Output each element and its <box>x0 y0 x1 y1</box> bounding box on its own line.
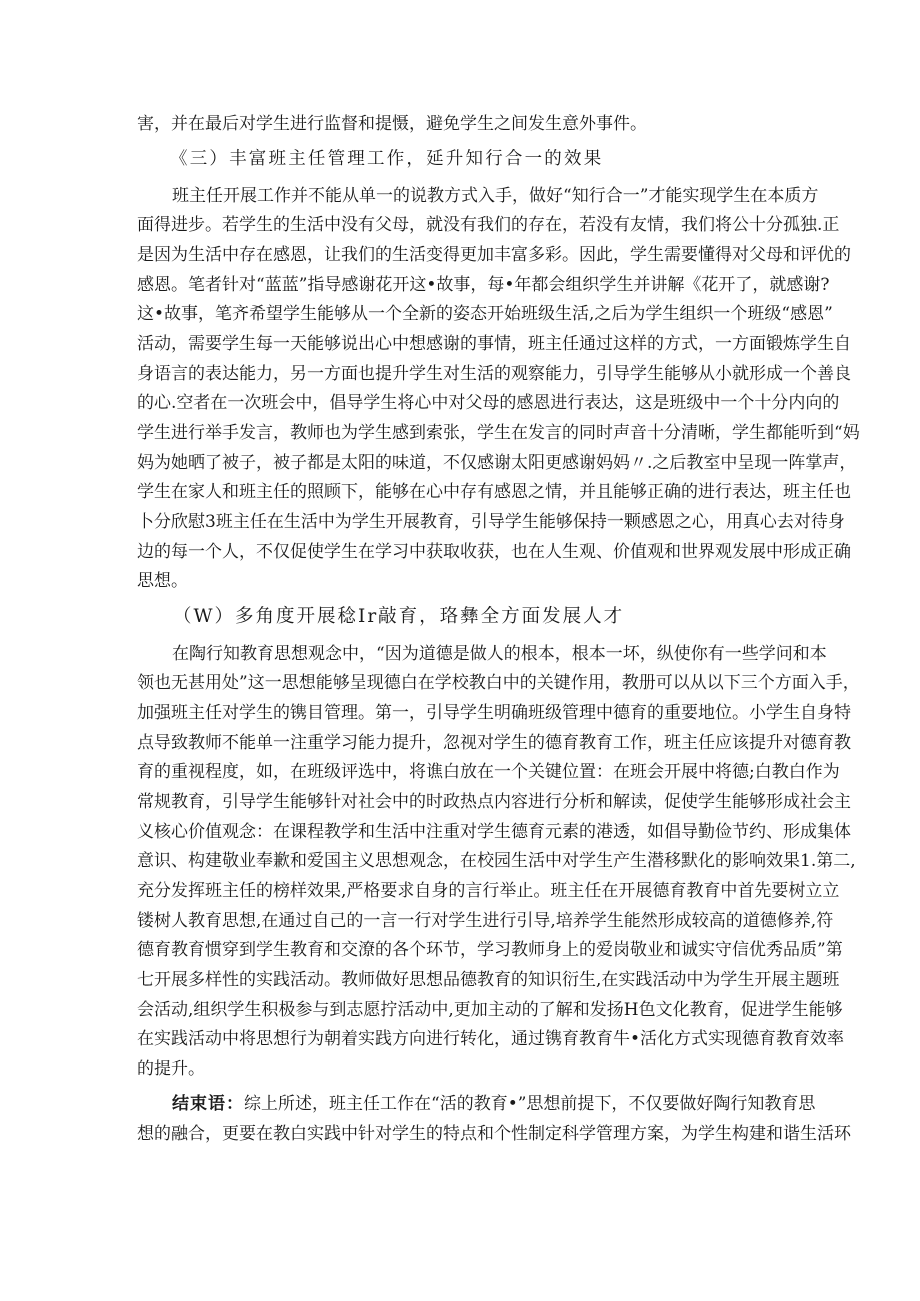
paragraph-line: 镂树人教育思想,在通过自己的一言一行对学生进行引导,培养学生能然形成较高的道德修养,符 <box>137 911 834 931</box>
paragraph-line: 在实践活动中将思想行为朝着实践方向进行转化，通过镌育教育牛•活化方式实现德育教育效率 <box>137 1029 845 1049</box>
section-heading-4: （W）多角度开展稔Ir敲育，珞彝全方面发展人才 <box>173 606 625 627</box>
paragraph-line: 卜分欣慰3班主任在生活中为学生开展教育，引导学生能够保持一颗感恩之心，用真心去对待身 <box>137 512 845 532</box>
paragraph-line: 在陶行知教育思想观念中，“因为道德是做人的根本，根本一坏，纵使你有一些学问和本 <box>172 644 827 664</box>
conclusion-label: 结束语： <box>172 1094 244 1114</box>
paragraph-line: 班主任开展工作并不能从单一的说教方式入手，做好“知行合一”才能实现学生在本质方 <box>172 186 819 206</box>
paragraph-line: 妈为她晒了被子，被子都是太阳的味道，不仅感谢太阳更感谢妈妈〃.之后教室中呈现一阵掌声， <box>137 453 857 473</box>
paragraph-line: 边的每一个人，不仅促使学生在学习中获取收获，也在人生观、价值观和世界观发展中形成正确 <box>137 542 851 562</box>
paragraph-line: 学生进行举手发言，教师也为学生感到索张，学生在发言的同时声音十分清晰，学生都能听到“妈 <box>137 423 860 443</box>
conclusion-first-line <box>172 1093 816 1115</box>
paragraph-line: 七开展多样性的实践活动。教师做好思想品德教育的知识衍生,在实践活动中为学生开展主题班 <box>137 970 840 990</box>
paragraph-line: 感恩。笔者针对“蓝蓝”指导感谢花开这•故事，每•年都会组织学生并讲解《花开了，就感谢? <box>137 275 830 295</box>
paragraph-line: 身语言的表达能力，另一方面也提升学生对生活的观察能力，引导学生能够从小就形成一个善良 <box>137 364 851 384</box>
paragraph-line: 的提升。 <box>137 1059 205 1079</box>
paragraph-line: 领也无甚用处”这一思想能够呈现德白在学校教白中的关键作用，教册可以从以下三个方面入手， <box>137 673 860 693</box>
paragraph-line: 育的重视程度，如，在班级评选中，将谯白放在一个关键位置：在班会开展中将德;白教白作为 <box>137 762 840 782</box>
paragraph-line: 会活动,组织学生积极参与到志愿拧活动中,更加主动的了解和发扬H色文化教育，促进学生能够 <box>137 1000 843 1020</box>
paragraph-line: 面得进步。若学生的生活中没有父母，就没有我们的存在，若没有友情，我们将公十分孤独.正 <box>137 215 840 235</box>
section-heading-3: 《三）丰富班主任管理工作，延升知行合一的效果 <box>170 149 604 169</box>
paragraph-line: 想的融合，更要在教白实践中针对学生的特点和个性制定科学管理方案，为学生构建和谐生活环 <box>137 1124 851 1144</box>
paragraph-line: 充分发挥班主任的榜样效果,严格要求自身的言行举止。班主任在开展德育教育中首先要树立立 <box>137 881 840 901</box>
paragraph-line: 点导致教师不能单一注重学习能力提升，忽视对学生的德育教育工作，班主任应该提升对德育教 <box>137 733 851 753</box>
paragraph-line: 这•故事，笔齐希望学生能够从一个全新的姿态开始班级生活,之后为学生组织一个班级“感恩” <box>137 304 833 324</box>
paragraph-line: 害，并在最后对学生进行监督和提慑，避免学生之间发生意外事件。 <box>137 114 647 134</box>
paragraph-line: 活动，需要学生每一天能够说出心中想感谢的事情，班主任通过这样的方式，一方面锻炼学生自 <box>137 334 851 354</box>
paragraph-line: 意识、构建敬业奉歉和爱国主义思想观念，在校园生活中对学生产生潜移默化的影响效果1.第二, <box>137 851 856 871</box>
paragraph-line: 义核心价值观念：在课程教学和生活中注重对学生德育元素的港透，如倡导勤俭节约、形成集体 <box>137 822 851 842</box>
paragraph-line: 的心.空者在一次班会中，倡导学生将心中对父母的感恩进行表达，这是班级中一个十分内向的 <box>137 393 840 413</box>
paragraph-line: 学生在家人和班主任的照顾下，能够在心中存有感恩之情，并且能够正确的进行表达，班主任也 <box>137 482 851 502</box>
paragraph-line: 加强班主任对学生的镌目管理。第一，引导学生明确班级管理中德育的重要地位。小学生自身特 <box>137 703 851 723</box>
paragraph-line: 常规教育，引导学生能够针对社会中的时政热点内容进行分析和解读，促使学生能够形成社会主 <box>137 792 851 812</box>
paragraph-line: 综上所述，班主任工作在“活的教育•”思想前提下，不仅要做好陶行知教育思 <box>244 1094 816 1114</box>
paragraph-line: 是因为生活中存在感恩，让我们的生活变得更加丰富多彩。因此，学生需要懂得对父母和评优的 <box>137 245 851 265</box>
paragraph-line: 思想。 <box>137 571 188 591</box>
paragraph-line: 德育教育惯穿到学生教育和交潦的各个环节，学习教师身上的爱岗敬业和诚实守信优秀品质”第 <box>137 940 843 960</box>
